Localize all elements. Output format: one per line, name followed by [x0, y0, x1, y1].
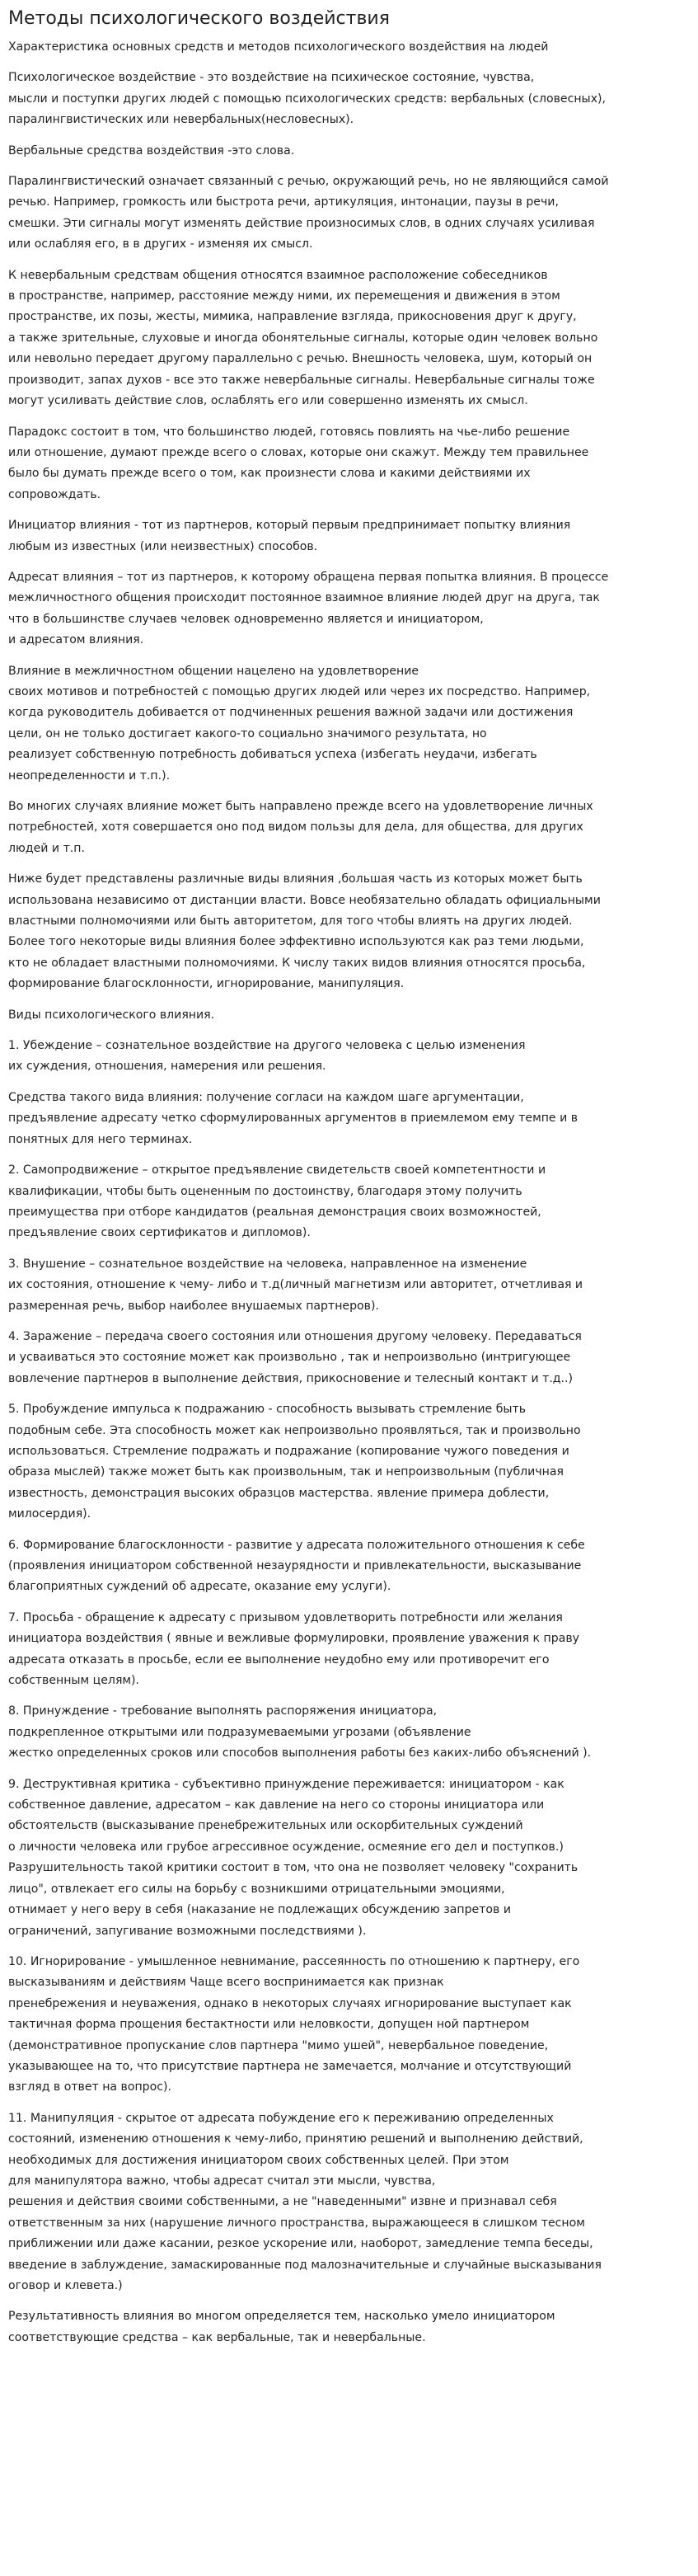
paragraph: 10. Игнорирование - умышленное невнимание, рассеянность по отношению к партнеру, его высказываниям и действиям Чаще всего воспринимается как признак пренебрежения и неуважения, однако в некоторых случаях игнорирование выступает как тактичная форма прощения бестактности или неловкости, допущен ной партнером (демонстративное пропускание слов партнера "мимо ушей", невербальное поведение, указывающее на то, что присутствие партнера не замечается, молчание и отсутствующий взгляд в ответ на вопрос). [8, 1954, 580, 2094]
paragraph: Средства такого вида влияния: получение согласи на каждом шаге аргументации, предъявление адресату четко сформулированных аргументов в приемлемом ему темпе и в понятных для него терминах. [8, 1090, 579, 1146]
paragraph: 3. Внушение – сознательное воздействие на человека, направленное на изменение их состояния, отношение к чему- либо и т.д(личный магнетизм или авторитет, отчетливая и размеренная речь, выбор наиболее внушаемых партнеров). [8, 1257, 583, 1313]
paragraph: 6. Формирование благосклонности - развитие у адресата положительного отношения к себе (проявления инициатором собственной незаурядности и привлекательности, высказывание благоприятных суждений об адресате, оказание ему услуги). [8, 1538, 585, 1594]
paragraph: Ниже будет представлены различные виды влияния ,большая часть из которых может быть использована независимо от дистанции власти. Вовсе необязательно обладать официальными властными полномочиями или быть авторитетом, для того чтобы влиять на других людей. Более того некоторые виды влияния более эффективно используются как раз теми людьми, кто не обладает властными полномочиями. К числу таких видов влияния относятся просьба, формирование благосклонности, игнорирование, манипуляция. [8, 872, 601, 991]
paragraph: Характеристика основных средств и методов психологического воздействия на людей [8, 40, 549, 54]
paragraph: 11. Манипуляция - скрытое от адресата побуждение его к переживанию определенных состояний, изменению отношения к чему-либо, принятию решений и выполнению действий, необходимых для достижения инициатором своих собственных целей. При этом для манипулятора важно, чтобы адресат считал эти мысли, чувства, решения и действия своими собственными, а не "наведенными" извне и признавал себя ответственным за них (нарушение личного пространства, выражающееся в слишком тесном приближении или даже касании, резкое ускорение или, наоборот, замедление темпа беседы, введение в заблуждение, замаскированные под малозначительные и случайные высказывания оговор и клевета.) [8, 2111, 602, 2292]
paragraph: Инициатор влияния - тот из партнеров, который первым предпринимает попытку влияния любым из известных (или неизвестных) способов. [8, 519, 571, 553]
paragraph: 9. Деструктивная критика - субъективно принуждение переживается: инициатором - как собственное давление, адресатом – как давление на него со стороны инициатора или обстоятельств (высказывание пренебрежительных или оскорбительных суждений о личности человека или грубое агрессивное осуждение, осмеяние его дел и поступков.) Разрушительность такой критики состоит в том, что она не позволяет человеку "сохранить лицо", отвлекает его силы на борьбу с возникшими отрицательными эмоциями, отнимает у него веру в себя (наказание не подлежащих обсуждению запретов и ограничений, запугивание возможными последствиями ). [8, 1777, 579, 1938]
paragraph: Парадокс состоит в том, что большинство людей, готовясь повлиять на чье-либо решение или отношение, думают прежде всего о словах, которые они скажут. Между тем правильнее было бы думать прежде всего о том, как произнести слова и какими действиями их сопровождать. [8, 425, 589, 501]
paragraph: Во многих случаях влияние может быть направлено прежде всего на удовлетворение личных потребностей, хотя совершается оно под видом пользы для дела, для общества, для других людей и т.п. [8, 800, 593, 855]
paragraph: Результативность влияния во многом определяется тем, насколько умело инициатором соответствующие средства – как вербальные, так и невербальные. [8, 2310, 555, 2344]
paragraph: Виды психологического влияния. [8, 1008, 215, 1022]
page-title: Методы психологического воздействия [8, 8, 390, 29]
paragraph: 7. Просьба - обращение к адресату с призывом удовлетворить потребности или желания инициатора воздействия ( явные и вежливые формулировки, проявление уважения к праву адресата отказать в просьбе, если ее выполнение неудобно ему или противоречит его собственным целям). [8, 1610, 579, 1688]
paragraph: Влияние в межличностном общении нацелено на удовлетворение своих мотивов и потребностей с помощью других людей или через их посредство. Например, когда руководитель добивается от подчиненных решения важной задачи или достижения цели, он не только достигает какого-то социально значимого результата, но реализует собственную потребность добиваться успеха (избегать неудачи, избегать неопределенности и т.п.). [8, 664, 591, 783]
paragraph: 5. Пробуждение импульса к подражанию - способность вызывать стремление быть подобным себе. Эта способность может как непроизвольно проявляться, так и произвольно использоваться. Стремление подражать и подражание (копирование чужого поведения и образа мыслей) также может быть как произвольным, так и непроизвольным (публичная известность, демонстрация высоких образцов мастерства. явление примера доблести, милосердия). [8, 1403, 581, 1521]
paragraph: Вербальные средства воздействия -это слова. [8, 143, 295, 157]
paragraph: К невербальным средствам общения относятся взаимное расположение собеседников в пространстве, например, расстояние между ними, их перемещения и движения в этом пространстве, их позы, жесты, мимика, направление взгляда, прикосновения друг к другу, а также зрительные, слуховые и иногда обонятельные сигналы, которые один человек вольно или невольно передает другому параллельно с речью. Внешность человека, шум, который он производит, запах духов - все это также невербальные сигналы. Невербальные сигналы тоже могут усиливать действие слов, ослаблять его или совершенно изменять их смысл. [8, 268, 598, 408]
paragraph: Адресат влияния – тот из партнеров, к которому обращена первая попытка влияния. В процессе межличностного общения происходит постоянное взаимное влияние людей друг на друга, так что в большинстве случаев человек одновременно является и инициатором, и адресатом влияния. [8, 570, 609, 647]
article-body [8, 37, 686, 2348]
paragraph: Психологическое воздействие - это воздействие на психическое состояние, чувства, мысли и поступки других людей с помощью психологических средств: вербальных (словесных), паралингвистических или невербальных(несловесных). [8, 71, 607, 127]
paragraph: 1. Убеждение – сознательное воздействие на другого человека с целью изменения их суждения, отношения, намерения или решения. [8, 1039, 526, 1074]
paragraph: 2. Самопродвижение – открытое предъявление свидетельств своей компетентности и квалификации, чтобы быть оцененным по достоинству, благодаря этому получить преимущества при отборе кандидатов (реальная демонстрация своих возможностей, предъявление своих сертификатов и дипломов). [8, 1163, 546, 1240]
paragraph: 8. Принуждение - требование выполнять распоряжения инициатора, подкрепленное открытыми или подразумеваемыми угрозами (объявление жестко определенных сроков или способов выполнения работы без каких-либо объяснений ). [8, 1704, 592, 1760]
paragraph: Паралингвистический означает связанный с речью, окружающий речь, но не являющийся самой речью. Например, громкость или быстрота речи, артикуляция, интонации, паузы в речи, смешки. Эти сигналы могут изменять действие произносимых слов, в одних случаях усиливая или ослабляя его, в в других - изменяя их смысл. [8, 175, 609, 251]
paragraph: 4. Заражение – передача своего состояния или отношения другому человеку. Передаваться и усваиваться это состояние может как произвольно , так и непроизвольно (интригующее вовлечение партнеров в выполнение действия, прикосновение и телесный контакт и т.д..) [8, 1329, 582, 1385]
